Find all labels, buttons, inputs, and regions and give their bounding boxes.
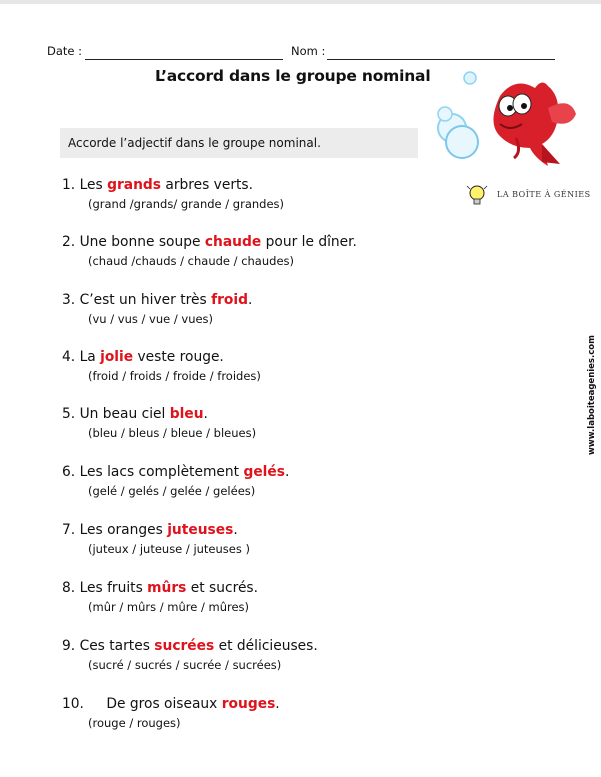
item-number: 8.	[62, 580, 76, 596]
sentence	[62, 638, 542, 654]
adjective: mûrs	[147, 580, 187, 596]
instruction-box	[60, 128, 418, 158]
text-before: Ces tartes	[79, 638, 155, 654]
name-field-line[interactable]	[327, 59, 555, 60]
sentence	[62, 522, 542, 538]
sentence	[62, 464, 542, 480]
adjective: grands	[107, 177, 161, 193]
date-label: Date :	[47, 44, 83, 58]
list-item	[62, 177, 542, 211]
choices: (chaud /chauds / chaude / chaudes)	[88, 254, 294, 268]
text-before: De gros oiseaux	[106, 696, 222, 712]
adjective: chaude	[204, 234, 262, 250]
adjective: froid	[211, 292, 248, 308]
text-after: arbres verts.	[160, 177, 253, 193]
sentence	[62, 292, 542, 308]
item-number: 10.	[62, 696, 84, 712]
adjective: gelés	[243, 464, 285, 480]
list-item	[62, 349, 542, 383]
date-field-line[interactable]	[85, 59, 283, 60]
list-item	[62, 580, 542, 614]
choices: (juteux / juteuse / juteuses )	[88, 542, 250, 556]
text-after: pour le dîner.	[261, 234, 357, 250]
text-after: .	[275, 696, 280, 712]
list-item	[62, 292, 542, 326]
text-before: Un beau ciel	[79, 406, 170, 422]
choices: (grand /grands/ grande / grandes)	[88, 197, 285, 211]
text-after: .	[247, 292, 253, 308]
list-item	[62, 234, 542, 268]
choices: (froid / froids / froide / froides)	[88, 369, 261, 383]
name-label: Nom :	[291, 44, 326, 58]
logo-text: LA BOÎTE À GÉNIES	[497, 190, 591, 199]
text-after: veste rouge.	[133, 349, 224, 365]
item-number: 9.	[62, 638, 76, 654]
item-number: 6.	[62, 464, 76, 480]
item-number: 7.	[62, 522, 76, 538]
side-url: www.laboiteagenies.com	[587, 335, 597, 455]
list-item	[62, 522, 542, 556]
choices: (mûr / mûrs / mûre / mûres)	[88, 600, 250, 614]
choices: (vu / vus / vue / vues)	[88, 312, 214, 326]
sentence	[62, 234, 542, 250]
instruction-text: Accorde l’adjectif dans le groupe nominal.	[68, 136, 321, 150]
top-border	[0, 0, 601, 4]
choices: (gelé / gelés / gelée / gelées)	[88, 484, 256, 498]
bubbles-icon	[438, 72, 478, 158]
adjective: bleu	[169, 406, 204, 422]
text-after: et délicieuses.	[214, 638, 318, 654]
text-after: et sucrés.	[186, 580, 259, 596]
text-after: .	[203, 406, 208, 422]
sentence	[62, 177, 542, 193]
text-after: .	[284, 464, 290, 480]
text-before: La	[79, 349, 101, 365]
fish-icon	[493, 82, 576, 166]
adjective: sucrées	[154, 638, 215, 654]
text-before: Une bonne soupe	[79, 234, 205, 250]
adjective: jolie	[100, 349, 134, 365]
choices: (bleu / bleus / bleue / bleues)	[88, 426, 257, 440]
page-title: L’accord dans le groupe nominal	[155, 67, 431, 85]
item-number: 4.	[62, 349, 76, 365]
text-before: Les fruits	[79, 580, 148, 596]
sentence	[62, 406, 542, 422]
text-before: Les lacs complètement	[79, 464, 244, 480]
list-item	[62, 464, 542, 498]
adjective: juteuses	[167, 522, 234, 538]
text-before: Les	[79, 177, 108, 193]
sentence	[62, 580, 542, 596]
header-fields	[47, 44, 567, 62]
sentence	[62, 696, 542, 712]
text-after: .	[233, 522, 238, 538]
list-item	[62, 406, 542, 440]
choices: (sucré / sucrés / sucrée / sucrées)	[88, 658, 282, 672]
choices: (rouge / rouges)	[88, 716, 181, 730]
list-item	[62, 696, 542, 730]
text-before: C’est un hiver très	[79, 292, 212, 308]
item-number: 5.	[62, 406, 76, 422]
adjective: rouges	[221, 696, 276, 712]
sentence	[62, 349, 542, 365]
item-number: 2.	[62, 234, 76, 250]
item-number: 3.	[62, 292, 76, 308]
list-item	[62, 638, 542, 672]
text-before: Les oranges	[79, 522, 168, 538]
item-number: 1.	[62, 177, 76, 193]
fish-illustration	[430, 66, 580, 178]
